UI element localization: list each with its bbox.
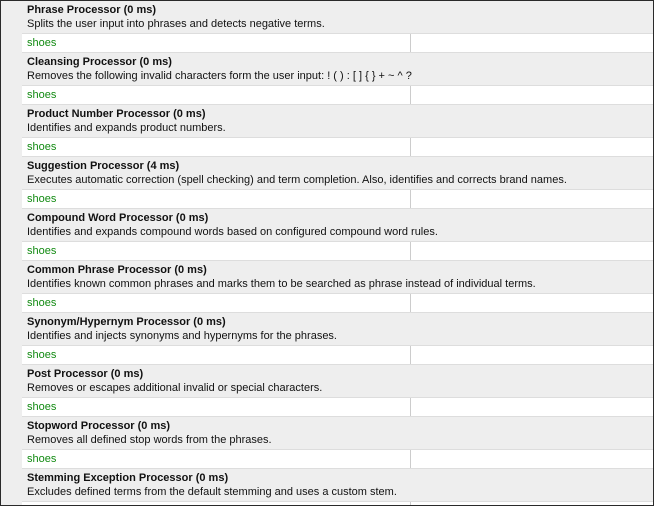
result-term: shoes xyxy=(22,450,411,468)
result-extra-cell xyxy=(411,190,653,208)
processor-title: Compound Word Processor (0 ms) xyxy=(27,212,209,224)
processor-compound-word xyxy=(22,209,653,261)
result-term: shoes xyxy=(22,294,411,312)
processor-phrase xyxy=(22,1,653,53)
result-term: shoes xyxy=(22,190,411,208)
processor-header xyxy=(22,209,653,242)
result-row xyxy=(22,450,653,469)
result-term: shoes xyxy=(22,346,411,364)
processor-title: Synonym/Hypernym Processor (0 ms) xyxy=(27,316,226,328)
result-row xyxy=(22,242,653,261)
processor-description: Excludes defined terms from the default stemming and uses a custom stem. xyxy=(27,486,397,498)
result-term: shoes xyxy=(22,398,411,416)
processor-product-number xyxy=(22,105,653,157)
result-row xyxy=(22,34,653,53)
result-row xyxy=(22,502,653,506)
processor-cleansing xyxy=(22,53,653,105)
processor-header xyxy=(22,313,653,346)
processor-list xyxy=(22,1,653,506)
result-extra-cell xyxy=(411,502,653,506)
processor-stopword xyxy=(22,417,653,469)
result-term: shoes xyxy=(22,138,411,156)
processor-header xyxy=(22,261,653,294)
result-row xyxy=(22,138,653,157)
result-term xyxy=(22,502,411,506)
processor-stemming-exception xyxy=(22,469,653,506)
result-extra-cell xyxy=(411,138,653,156)
result-extra-cell xyxy=(411,86,653,104)
result-extra-cell xyxy=(411,346,653,364)
result-extra-cell xyxy=(411,294,653,312)
result-extra-cell xyxy=(411,398,653,416)
processor-title: Product Number Processor (0 ms) xyxy=(27,108,206,120)
processor-description: Identifies and expands compound words based on configured compound word rules. xyxy=(27,226,438,238)
processor-title: Stopword Processor (0 ms) xyxy=(27,420,171,432)
result-row xyxy=(22,346,653,365)
processor-title: Stemming Exception Processor (0 ms) xyxy=(27,472,229,484)
processor-header xyxy=(22,469,653,502)
processor-title: Cleansing Processor (0 ms) xyxy=(27,56,172,68)
result-row xyxy=(22,398,653,417)
processor-description: Identifies and injects synonyms and hypernyms for the phrases. xyxy=(27,330,337,342)
result-extra-cell xyxy=(411,242,653,260)
processor-title: Phrase Processor (0 ms) xyxy=(27,4,157,16)
processor-header xyxy=(22,105,653,138)
result-term: shoes xyxy=(22,86,411,104)
processor-header xyxy=(22,365,653,398)
processor-header xyxy=(22,53,653,86)
result-term: shoes xyxy=(22,242,411,260)
processor-title: Common Phrase Processor (0 ms) xyxy=(27,264,207,276)
result-row xyxy=(22,190,653,209)
processor-post xyxy=(22,365,653,417)
result-extra-cell xyxy=(411,34,653,52)
processor-description: Identifies known common phrases and marks them to be searched as phrase instead of individual terms. xyxy=(27,278,536,290)
result-extra-cell xyxy=(411,450,653,468)
result-row xyxy=(22,294,653,313)
processor-description: Executes automatic correction (spell checking) and term completion. Also, identifies and corrects brand names. xyxy=(27,174,567,186)
processor-synonym-hypernym xyxy=(22,313,653,365)
processor-title: Post Processor (0 ms) xyxy=(27,368,144,380)
processor-description: Removes or escapes additional invalid or special characters. xyxy=(27,382,323,394)
processor-description: Removes the following invalid characters form the user input: ! ( ) : [ ] { } + ~ ^ ? xyxy=(27,70,412,82)
processor-description: Identifies and expands product numbers. xyxy=(27,122,226,134)
left-gutter xyxy=(1,1,22,505)
processor-header xyxy=(22,417,653,450)
processor-description: Removes all defined stop words from the phrases. xyxy=(27,434,272,446)
result-term: shoes xyxy=(22,34,411,52)
processor-title: Suggestion Processor (4 ms) xyxy=(27,160,180,172)
processor-header xyxy=(22,1,653,34)
processor-description: Splits the user input into phrases and detects negative terms. xyxy=(27,18,325,30)
processor-common-phrase xyxy=(22,261,653,313)
processor-header xyxy=(22,157,653,190)
result-row xyxy=(22,86,653,105)
processor-suggestion xyxy=(22,157,653,209)
